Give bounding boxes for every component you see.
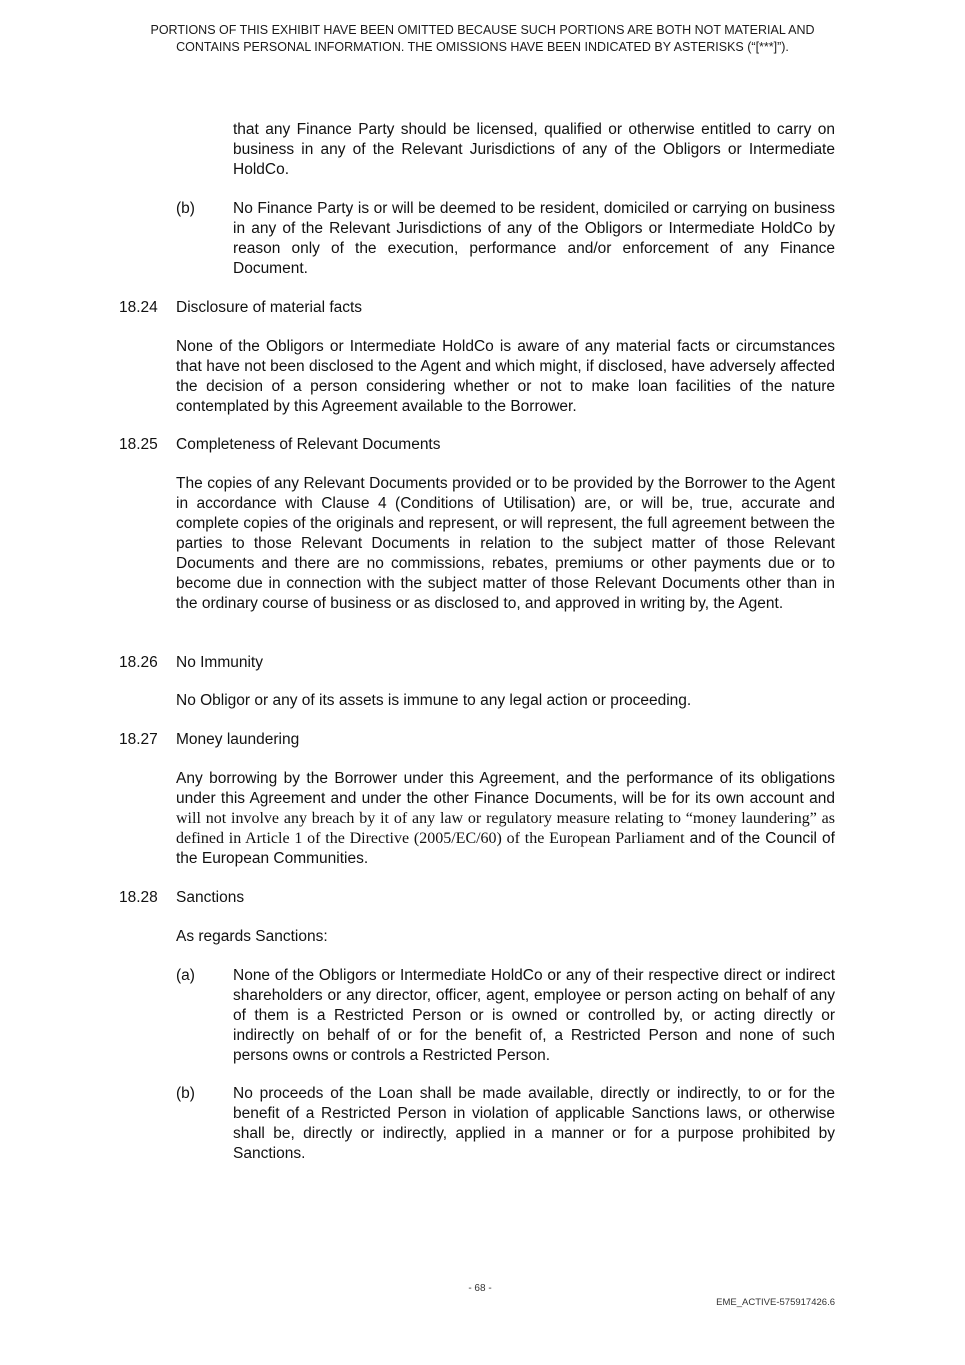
sanctions-intro: As regards Sanctions:: [176, 928, 328, 945]
section-number-18-25: 18.25: [119, 436, 158, 453]
section-title-disclosure: Disclosure of material facts: [176, 299, 363, 316]
sanctions-item-a-label: (a): [176, 967, 195, 984]
section-number-18-26: 18.26: [119, 654, 158, 671]
section-number-18-24: 18.24: [119, 299, 158, 316]
omission-notice-header: [110, 22, 855, 56]
section-number-18-28: 18.28: [119, 889, 158, 906]
continuation-paragraph: that any Finance Party should be licensed, qualified or otherwise entitled to carry on business in any of the Relevant Jurisdictions of any of the Obligors or Intermediate HoldCo.: [233, 121, 835, 178]
section-body-completeness: The copies of any Relevant Documents provided or to be provided by the Borrower to the Agent in accordance with Clause 4 (Conditions of Utilisation) are, or will be, true, accurate and complete copies of the originals and represent, or will represent, the full agreement between the parties to those Relevant Documents in relation to the subject matter of those Relevant Documents and there are no commissions, rebates, premiums or other payments due or to become due in connection with the subject matter of those Relevant Documents other than in the ordinary course of business or as disclosed to, and approved in writing by, the Agent.: [176, 475, 835, 612]
item-b-label: (b): [176, 200, 195, 217]
header-line-2: CONTAINS PERSONAL INFORMATION. THE OMISSIONS HAVE BEEN INDICATED BY ASTERISKS (“[***]”).: [176, 40, 789, 54]
sanctions-item-b-text: No proceeds of the Loan shall be made available, directly or indirectly, to or for the benefit of a Restricted Person in violation of applicable Sanctions laws, or otherwise shall be, directly or indirectly, applied in a manner or for a purpose prohibited by Sanctions.: [233, 1085, 835, 1162]
page-number: - 68 -: [468, 1283, 492, 1294]
header-line-1: PORTIONS OF THIS EXHIBIT HAVE BEEN OMITTED BECAUSE SUCH PORTIONS ARE BOTH NOT MATERIAL AND: [150, 23, 815, 37]
section-number-18-27: 18.27: [119, 731, 158, 748]
document-reference: EME_ACTIVE-575917426.6: [716, 1297, 835, 1308]
section-body-money-laundering: [176, 769, 835, 869]
sanctions-item-a-text: None of the Obligors or Intermediate HoldCo or any of their respective direct or indirect shareholders or any director, officer, agent, employee or person acting on behalf of any of them is a Restricted Person or is owned or controlled by, or acting directly or indirectly on behalf of or for the benefit of, a Restricted Person and none of such persons owns or controls a Restricted Person.: [233, 967, 835, 1064]
item-b-text: No Finance Party is or will be deemed to be resident, domiciled or carrying on business in any of the Relevant Jurisdictions of any of the Obligors or Intermediate HoldCo by reason only of the execution, performance and/or enforcement of any Finance Document.: [233, 200, 835, 277]
money-laundering-text-part3: and of the Council of the European Communities.: [176, 830, 835, 867]
section-body-disclosure: None of the Obligors or Intermediate HoldCo is aware of any material facts or circumstances that have not been disclosed to the Agent and which might, if disclosed, have adversely affected the decision of a person considering whether or not to make loan facilities of the nature contemplated by this Agreement available to the Borrower.: [176, 338, 835, 415]
money-laundering-text-part1: Any borrowing by the Borrower under this Agreement, and the performance of its obligations under this Agreement and under the other Finance Documents, will be for its own account and: [176, 770, 835, 807]
money-laundering-text-part2: will not involve any breach by it of any law or regulatory measure relating to “money laundering” as defined in Article 1 of the Directive (2005/EC/60) of the European Parliament: [176, 810, 835, 847]
sanctions-item-b-label: (b): [176, 1085, 195, 1102]
section-title-immunity: No Immunity: [176, 654, 263, 671]
section-title-completeness: Completeness of Relevant Documents: [176, 436, 441, 453]
section-body-immunity: No Obligor or any of its assets is immune to any legal action or proceeding.: [176, 692, 692, 709]
section-title-sanctions: Sanctions: [176, 889, 245, 906]
section-title-money-laundering: Money laundering: [176, 731, 300, 748]
